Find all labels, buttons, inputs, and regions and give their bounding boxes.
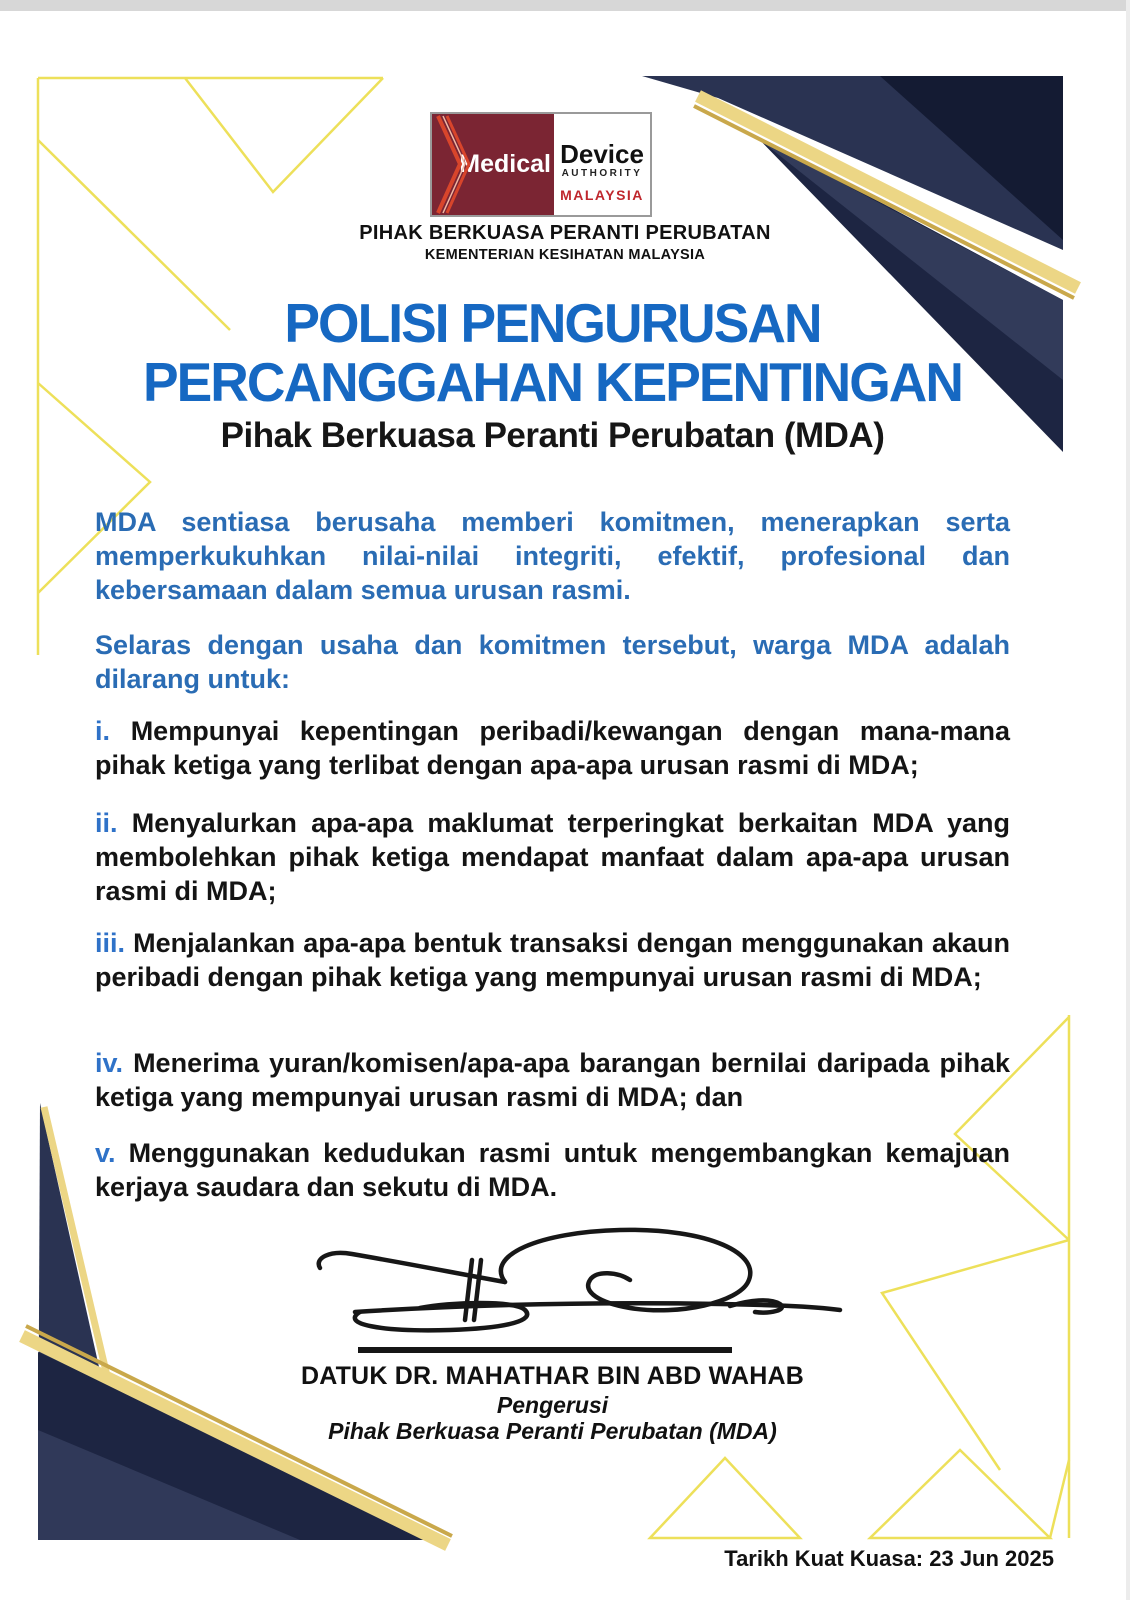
policy-item-1-numeral: i. [95,716,111,746]
policy-item-3-numeral: iii. [95,928,126,958]
policy-item-5 [95,1136,1010,1204]
policy-item-4-numeral: iv. [95,1048,124,1078]
page-title-line1: POLISI PENGURUSAN [284,292,821,354]
mda-logo [430,112,652,217]
intro-paragraph-2: Selaras dengan usaha dan komitmen tersebut, warga MDA adalah dilarang untuk: [95,630,1010,694]
mda-logo-maroon-panel [432,114,554,215]
policy-item-1-text: Mempunyai kepentingan peribadi/kewangan dengan mana-mana pihak ketiga yang terlibat dengan apa-apa urusan rasmi di MDA; [95,716,1010,780]
organization-name: PIHAK BERKUASA PERANTI PERUBATAN [359,222,771,244]
policy-item-2 [95,806,1010,908]
intro-paragraph-1: MDA sentiasa berusaha memberi komitmen, menerapkan serta memperkukuhkan nilai-nilai integriti, efektif, profesional dan kebersamaan dalam semua urusan rasmi. [95,507,1010,605]
ministry-name: KEMENTERIAN KESIHATAN MALAYSIA [424,247,706,263]
policy-item-5-text: Menggunakan kedudukan rasmi untuk mengembangkan kemajuan kerjaya saudara dan sekutu di MDA. [95,1138,1010,1202]
policy-item-4-text: Menerima yuran/komisen/apa-apa barangan bernilai daripada pihak ketiga yang mempunyai urusan rasmi di MDA; dan [95,1048,1010,1112]
signatory-organization: Pihak Berkuasa Peranti Perubatan (MDA) [328,1418,777,1444]
title-block [95,294,1010,456]
logo-word-malaysia: MALAYSIA [560,187,644,203]
policy-item-2-text: Menyalurkan apa-apa maklumat terperingkat berkaitan MDA yang membolehkan pihak ketiga mendapat manfaat dalam apa-apa urusan rasmi di MDA; [95,808,1010,906]
policy-item-5-numeral: v. [95,1138,116,1168]
policy-item-3 [95,926,1010,994]
signatory-name: DATUK DR. MAHATHAR BIN ABD WAHAB [300,1362,805,1390]
logo-word-medical: Medical [459,150,551,178]
page-title-line2: PERCANGGAHAN KEPENTINGAN [143,351,962,413]
policy-item-1 [95,714,1010,782]
page-subtitle: Pihak Berkuasa Peranti Perubatan (MDA) [220,416,885,455]
logo-word-authority: AUTHORITY [561,168,643,179]
signature-image [300,1220,860,1340]
policy-item-2-numeral: ii. [95,808,118,838]
logo-word-device: Device [560,139,644,169]
logo-chevrons-icon [434,114,474,215]
policy-item-4 [95,1046,1010,1114]
signatory-role: Pengerusi [496,1392,609,1418]
policy-item-3-text: Menjalankan apa-apa bentuk transaksi dengan menggunakan akaun peribadi dengan pihak ketiga yang mempunyai urusan rasmi di MDA; [95,928,1010,992]
signature-rule-line [358,1347,732,1353]
mda-logo-white-panel [554,114,650,215]
effective-date-label: Tarikh Kuat Kuasa: 23 Jun 2025 [724,1546,1054,1571]
